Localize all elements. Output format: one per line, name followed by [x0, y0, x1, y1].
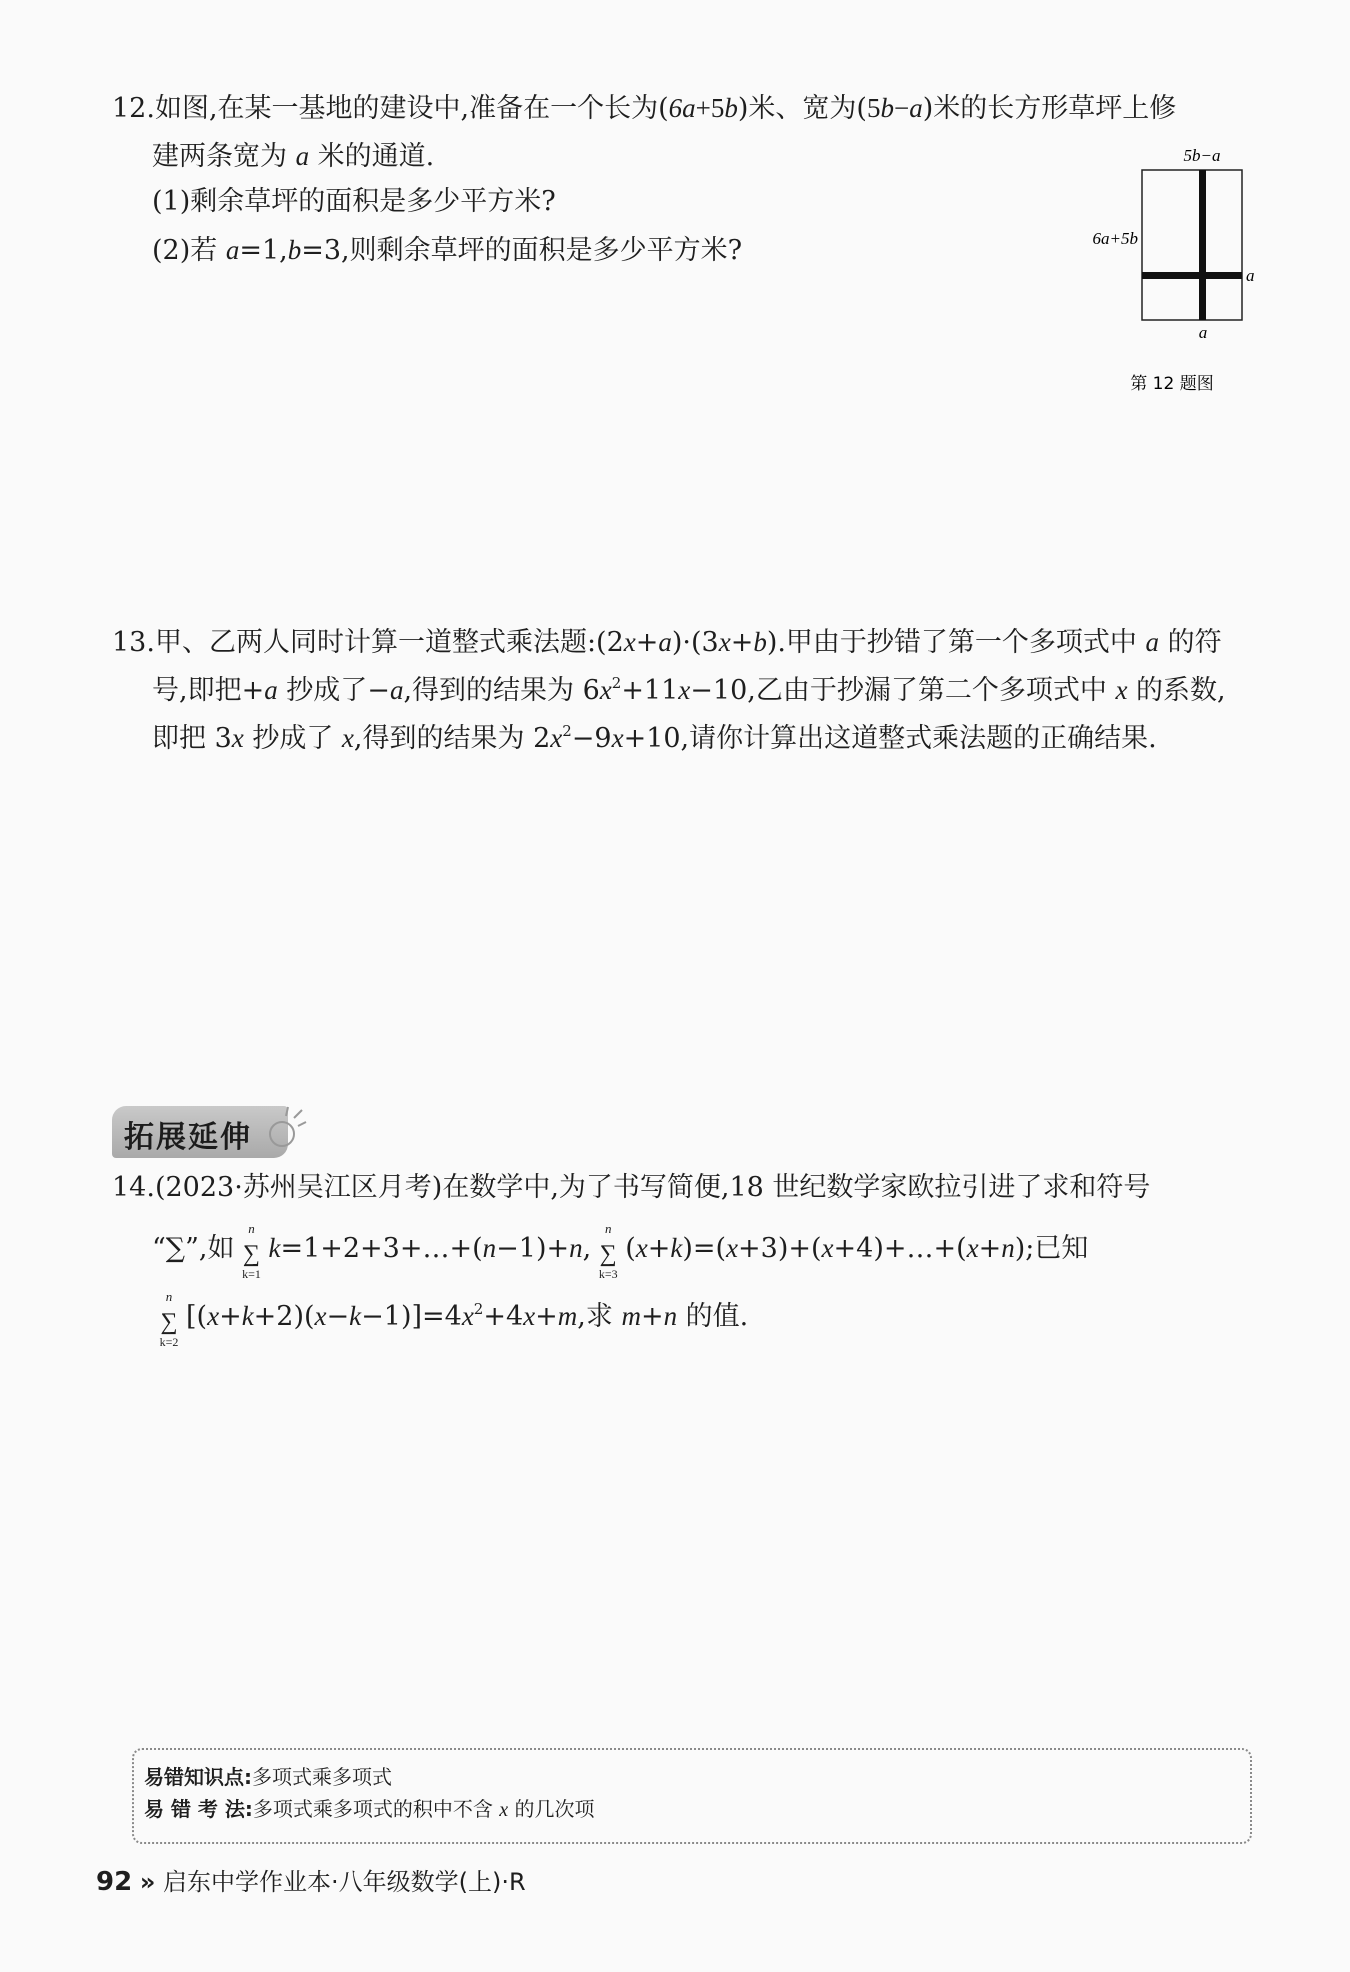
fig-bottom-label: a [1198, 323, 1208, 342]
q13-line2: 号,即把+a 抄成了−a,得到的结果为 $6x^2+11x-10$,乙由于抄漏了第二个多项式中 x 的系数, [152, 674, 1226, 706]
sigma-symbol-2: n ∑ k=3 [598, 1221, 618, 1281]
vertical-path [1199, 170, 1206, 320]
fig-left-label: 6a+5b [1092, 229, 1138, 248]
section-banner [112, 1106, 288, 1158]
chevron-right-icon: » [139, 1868, 156, 1896]
q14-line1: 14.(2023·苏州吴江区月考)在数学中,为了书写简便,18 世纪数学家欧拉引进了求和符号 [112, 1172, 1151, 1203]
page-footer [96, 1862, 526, 1897]
q12-line2: 建两条宽为 a 米的通道. [152, 141, 435, 172]
lawn-rectangle [1142, 170, 1242, 320]
book-title: 启东中学作业本·八年级数学(上)·R [162, 1868, 526, 1896]
banner-sparkle-icon [268, 1104, 308, 1158]
q14-line3: n ∑ k=2 $[(x+k+2)(x-k-1)]=4x^2+4x+m$,求 m+n 的值. [152, 1296, 748, 1337]
q13-line1: 13.甲、乙两人同时计算一道整式乘法题:(2x+a)·(3x+b).甲由于抄错了第一个多项式中 a 的符 [112, 627, 1222, 658]
section-title: 拓展延伸 [124, 1120, 252, 1155]
q12-sub1: (1)剩余草坪的面积是多少平方米? [152, 186, 556, 217]
fig-top-label: 5b−a [1183, 146, 1221, 165]
tip-knowledge: 易错知识点:多项式乘多项式 [144, 1765, 392, 1789]
fig-caption: 第 12 题图 [1130, 374, 1214, 394]
tip-method: 易 错 考 法:多项式乘多项式的积中不含 x 的几次项 [144, 1797, 595, 1821]
q12-line1: 12.如图,在某一基地的建设中,准备在一个长为(6a+5b)米、宽为(5b−a)米的长方形草坪上修 [112, 93, 1177, 124]
q12-sub2: (2)若 a=1,b=3,则剩余草坪的面积是多少平方米? [152, 235, 743, 266]
sigma-symbol-1: n ∑ k=1 [242, 1221, 261, 1281]
page-number: 92 [96, 1867, 133, 1897]
sigma-symbol-3: n ∑ k=2 [159, 1289, 179, 1349]
horizontal-path [1142, 272, 1242, 279]
fig-right-label: a [1246, 266, 1255, 285]
q13-line3: 即把 3x 抄成了 x,得到的结果为 $2x^2-9x+10$,请你计算出这道整式乘法题的正确结果. [152, 722, 1157, 754]
q12-figure [1080, 140, 1270, 400]
q14-line2: “∑”,如 n ∑ k=1 k=1+2+3+…+(n−1)+n, n ∑ k=3 (x+k)=(x+3)+(x+4)+…+(x+n);已知 [152, 1221, 1089, 1281]
